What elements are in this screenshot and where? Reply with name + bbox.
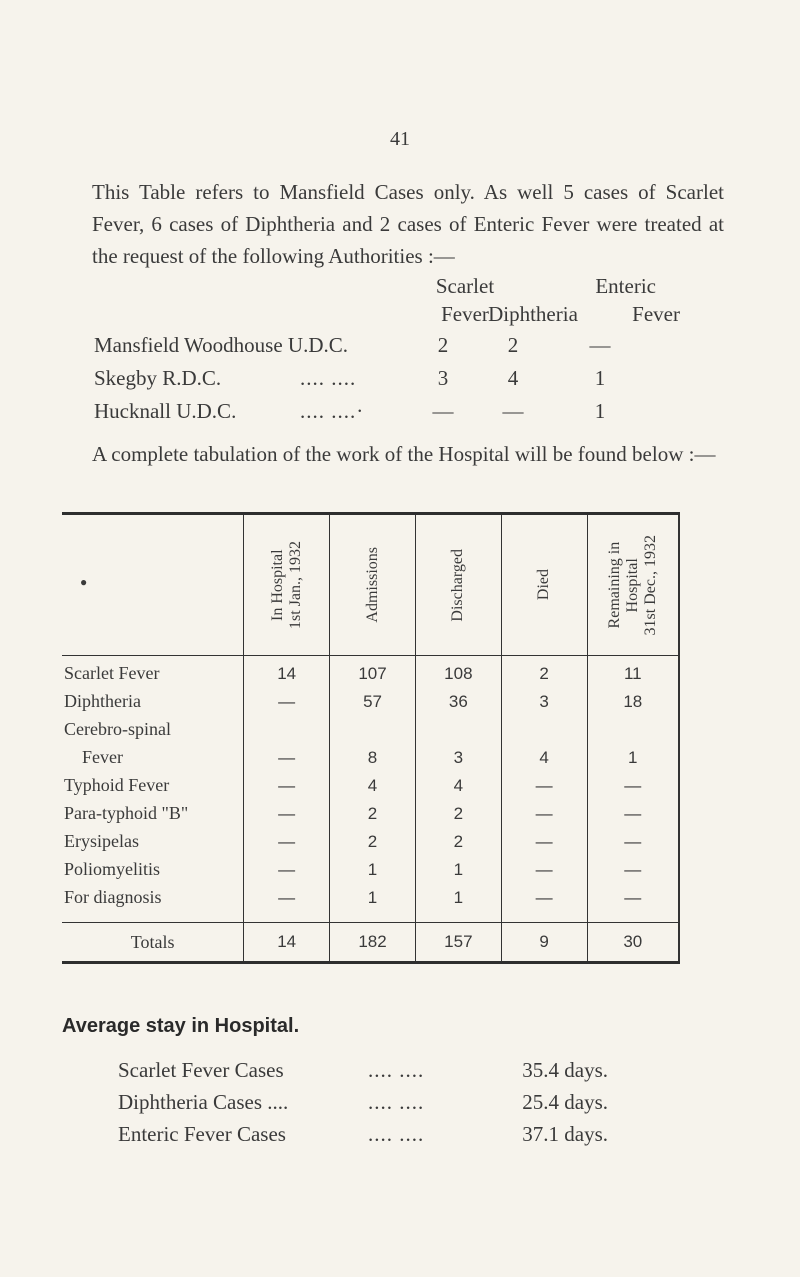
- cell-died: 3: [501, 684, 587, 712]
- header-admissions-label: Admissions: [363, 547, 381, 623]
- cell-remaining: —: [587, 880, 679, 908]
- average-stay-value: 35.4 days.: [522, 1058, 608, 1082]
- cell-disease: Para-typhoid "B": [64, 803, 189, 823]
- table-header-row: [62, 514, 679, 656]
- cell-disease: Diphtheria: [64, 691, 141, 711]
- authority-scarlet: 2: [437, 333, 449, 357]
- cell-disease: For diagnosis: [64, 887, 162, 907]
- cell-remaining: —: [587, 852, 679, 880]
- cell-disease: Erysipelas: [64, 831, 139, 851]
- cell-remaining: —: [587, 768, 679, 796]
- table-row: [62, 768, 679, 796]
- authority-enteric: 1: [594, 366, 606, 390]
- cell-remaining: —: [587, 824, 679, 852]
- cell-disease: Scarlet Fever: [64, 663, 160, 683]
- auth-header-diphtheria: Diphtheria: [488, 302, 578, 326]
- cell-died: [501, 712, 587, 740]
- cell-discharged: 2: [415, 796, 501, 824]
- cell-discharged: 4: [415, 768, 501, 796]
- totals-died: 9: [501, 923, 587, 963]
- page-number: 41: [390, 128, 410, 150]
- header-discharged: [415, 514, 501, 656]
- tabulation-paragraph: A complete tabulation of the work of the Hospital will be found below :—: [92, 442, 716, 466]
- authority-diphtheria: 4: [507, 366, 519, 390]
- average-stay-value: 25.4 days.: [522, 1090, 608, 1114]
- cell-died: —: [501, 852, 587, 880]
- totals-admissions: 182: [330, 923, 416, 963]
- cell-died: —: [501, 768, 587, 796]
- header-died: [501, 514, 587, 656]
- cell-discharged: 1: [415, 852, 501, 880]
- cell-admissions: 2: [330, 796, 416, 824]
- header-discharged-label: Discharged: [449, 548, 467, 622]
- cell-in-hospital: —: [244, 740, 330, 768]
- average-stay-value: 37.1 days.: [522, 1122, 608, 1146]
- cell-admissions: 1: [330, 880, 416, 908]
- table-row: [62, 824, 679, 852]
- cell-died: —: [501, 880, 587, 908]
- authority-name: Skegby R.D.C.: [94, 366, 222, 390]
- average-stay-row: [118, 1122, 608, 1147]
- average-stay-dots: .... ....: [368, 1122, 425, 1146]
- authority-leader-dots: .... ....: [300, 366, 357, 390]
- cell-remaining: 1: [587, 740, 679, 768]
- cell-in-hospital: —: [244, 768, 330, 796]
- hospital-table: [62, 512, 680, 964]
- auth-header-enteric-bottom: Fever: [632, 302, 680, 326]
- cell-in-hospital: —: [244, 880, 330, 908]
- header-disease: [62, 514, 244, 656]
- table-row: [62, 740, 679, 768]
- table-row: [62, 880, 679, 908]
- header-remaining-label: Remaining in Hospital 31st Dec., 1932: [605, 534, 659, 636]
- cell-in-hospital: —: [244, 684, 330, 712]
- authority-enteric: —: [589, 333, 611, 357]
- authority-name: Mansfield Woodhouse U.D.C.: [94, 333, 348, 357]
- auth-header-scarlet-bottom: Fever: [441, 302, 489, 326]
- cell-in-hospital: —: [244, 796, 330, 824]
- header-in-hospital: [244, 514, 330, 656]
- table-spacer-row: [62, 908, 679, 923]
- average-stay-title: Average stay in Hospital.: [62, 1015, 300, 1037]
- authority-scarlet: 3: [437, 366, 449, 390]
- header-died-label: Died: [535, 569, 553, 601]
- intro-paragraph: This Table refers to Mansfield Cases only. As well 5 cases of Scarlet Fever, 6 cases of Diphtheria and 2 cases of Enteric Fever were treated at the request of the following Authorities :—: [92, 180, 724, 268]
- table-row: [62, 684, 679, 712]
- totals-row: [62, 923, 679, 963]
- cell-died: —: [501, 796, 587, 824]
- cell-in-hospital: [244, 712, 330, 740]
- average-stay-label: Scarlet Fever Cases: [118, 1058, 284, 1082]
- average-stay-dots: .... ....: [368, 1058, 425, 1082]
- cell-disease: Typhoid Fever: [64, 775, 170, 795]
- cell-admissions: [330, 712, 416, 740]
- auth-header-enteric: [560, 272, 680, 328]
- authority-diphtheria: 2: [507, 333, 519, 357]
- header-admissions: [330, 514, 416, 656]
- authority-name: Hucknall U.D.C.: [94, 399, 237, 423]
- cell-admissions: 57: [330, 684, 416, 712]
- totals-discharged: 157: [415, 923, 501, 963]
- totals-remaining: 30: [587, 923, 679, 963]
- cell-remaining: [587, 712, 679, 740]
- cell-admissions: 2: [330, 824, 416, 852]
- cell-remaining: 18: [587, 684, 679, 712]
- cell-admissions: 4: [330, 768, 416, 796]
- table-row: [62, 852, 679, 880]
- cell-admissions: 1: [330, 852, 416, 880]
- average-stay-dots: .... ....: [368, 1090, 425, 1114]
- cell-in-hospital: —: [244, 824, 330, 852]
- cell-remaining: —: [587, 796, 679, 824]
- auth-header-scarlet-top: Scarlet: [435, 274, 495, 298]
- average-stay-row: [118, 1058, 608, 1083]
- average-stay-label: Diphtheria Cases ....: [118, 1090, 289, 1114]
- totals-in-hospital: 14: [244, 923, 330, 963]
- cell-disease: Poliomyelitis: [64, 859, 161, 879]
- table-row: [62, 796, 679, 824]
- totals-label: Totals: [62, 923, 244, 963]
- cell-disease: Fever: [82, 747, 123, 767]
- cell-died: 4: [501, 740, 587, 768]
- cell-admissions: 8: [330, 740, 416, 768]
- authority-leader-dots: .... ....·: [300, 399, 365, 423]
- table-row: [62, 712, 679, 740]
- average-stay-label: Enteric Fever Cases: [118, 1122, 286, 1146]
- cell-in-hospital: —: [244, 852, 330, 880]
- cell-disease: Cerebro-spinal: [64, 719, 171, 739]
- table-row: [62, 656, 679, 685]
- cell-discharged: 36: [415, 684, 501, 712]
- cell-died: —: [501, 824, 587, 852]
- header-in-hospital-label: In Hospital 1st Jan., 1932: [268, 541, 304, 629]
- bullet-mark-icon: ●: [80, 575, 88, 589]
- cell-died: 2: [501, 656, 587, 685]
- cell-admissions: 107: [330, 656, 416, 685]
- average-stay-row: [118, 1090, 608, 1115]
- authority-scarlet: —: [432, 399, 454, 423]
- cell-discharged: [415, 712, 501, 740]
- authority-enteric: 1: [594, 399, 606, 423]
- header-remaining: [587, 514, 679, 656]
- cell-discharged: 108: [415, 656, 501, 685]
- cell-remaining: 11: [587, 656, 679, 685]
- cell-discharged: 3: [415, 740, 501, 768]
- cell-in-hospital: 14: [244, 656, 330, 685]
- cell-discharged: 1: [415, 880, 501, 908]
- cell-discharged: 2: [415, 824, 501, 852]
- auth-header-enteric-top: Enteric: [595, 274, 656, 298]
- authority-diphtheria: —: [502, 399, 524, 423]
